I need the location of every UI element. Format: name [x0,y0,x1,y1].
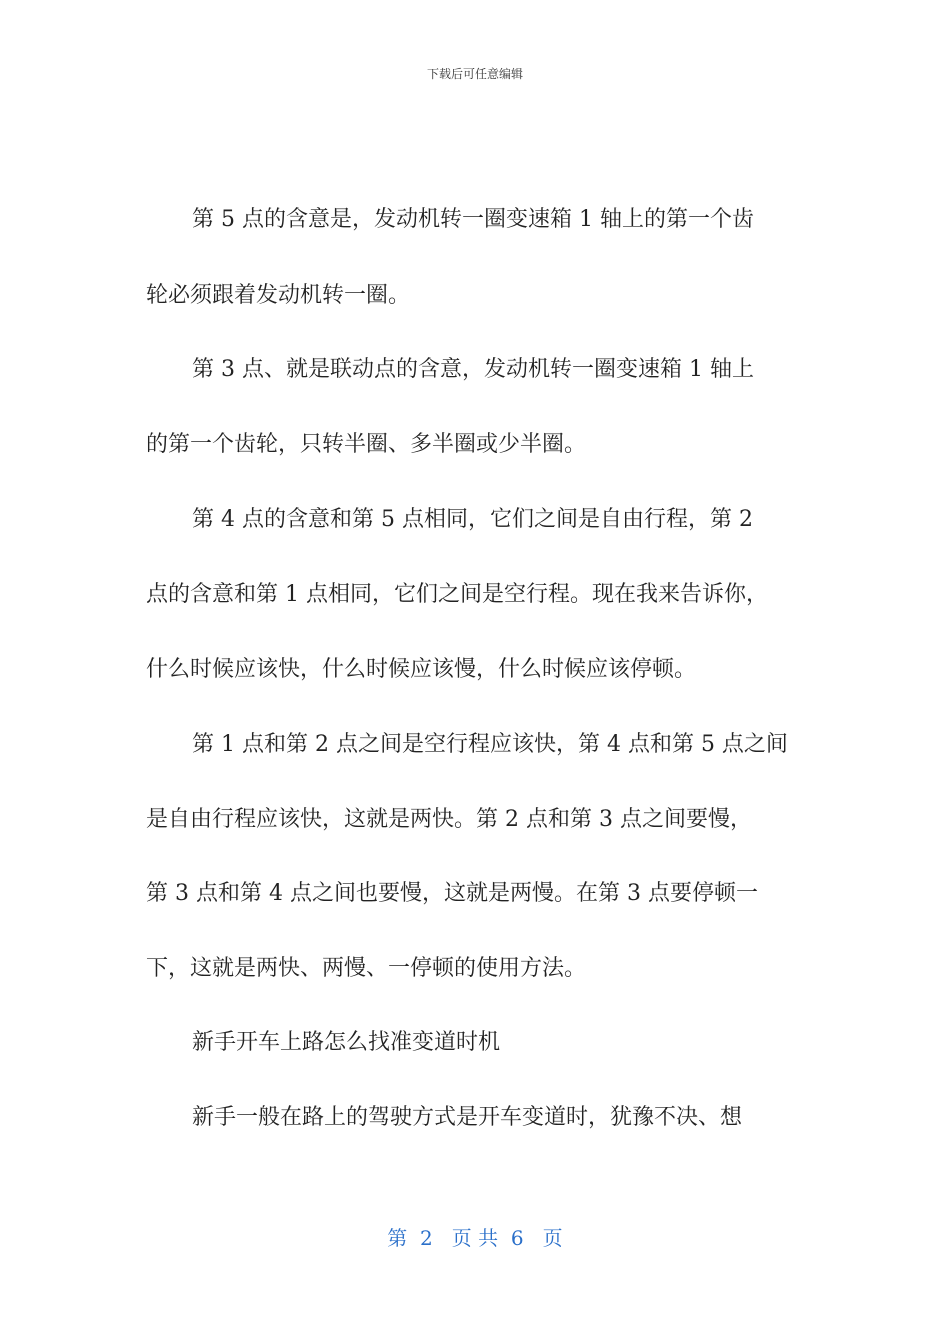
page-header: 下载后可任意编辑 [426,67,523,81]
paragraph-line: 第 1 点和第 2 点之间是空行程应该快，第 4 点和第 5 点之间 [192,732,788,757]
page-number-footer: 第 2 页 共 6 页 [387,1226,563,1250]
paragraph-line: 什么时候应该快，什么时候应该慢，什么时候应该停顿。 [146,657,697,682]
paragraph-line: 点的含意和第 1 点相同，它们之间是空行程。现在我来告诉你， [146,582,768,607]
paragraph-line: 第 3 点、就是联动点的含意，发动机转一圈变速箱 1 轴上 [192,357,754,382]
paragraph-line: 轮必须跟着发动机转一圈。 [146,283,411,308]
paragraph-line: 第 5 点的含意是，发动机转一圈变速箱 1 轴上的第一个齿 [192,207,754,232]
paragraph-line: 新手一般在路上的驾驶方式是开车变道时，犹豫不决、想 [192,1105,743,1130]
paragraph-line: 第 3 点和第 4 点之间也要慢，这就是两慢。在第 3 点要停顿一 [146,881,758,906]
paragraph-line: 的第一个齿轮，只转半圈、多半圈或少半圈。 [146,432,587,457]
paragraph-line: 是自由行程应该快，这就是两快。第 2 点和第 3 点之间要慢， [146,807,752,832]
paragraph-line: 下，这就是两快、两慢、一停顿的使用方法。 [146,956,587,981]
paragraph-line: 第 4 点的含意和第 5 点相同，它们之间是自由行程，第 2 [192,507,753,532]
section-heading: 新手开车上路怎么找准变道时机 [192,1030,501,1055]
